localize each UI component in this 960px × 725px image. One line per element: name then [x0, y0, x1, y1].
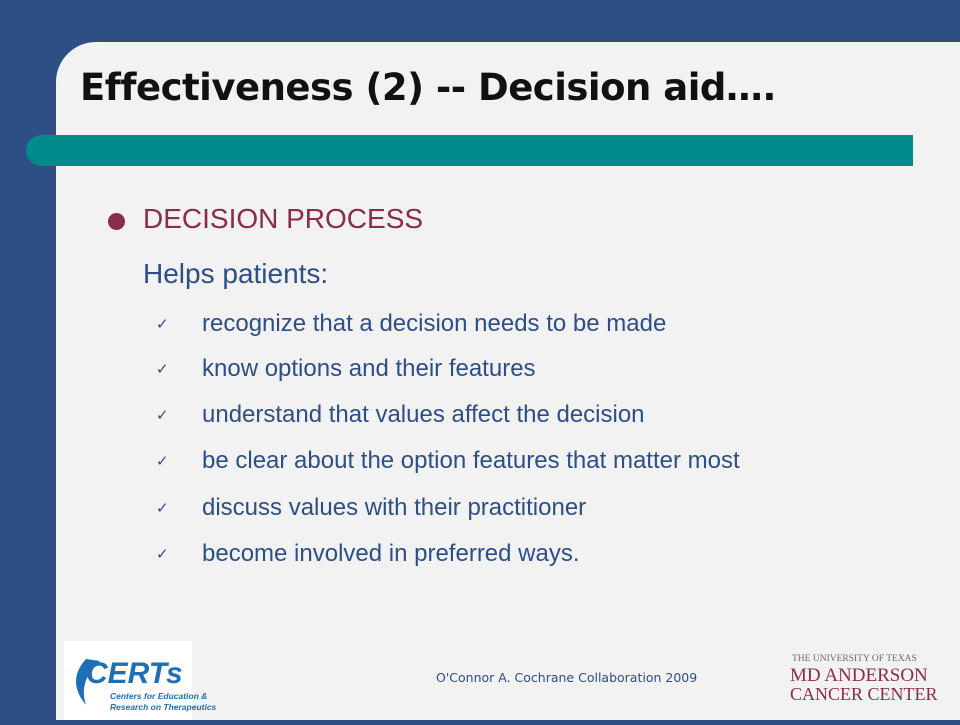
checklist-item-text: understand that values affect the decision — [202, 401, 645, 428]
md-anderson-logo-line3: CANCER CENTER — [790, 684, 938, 704]
checkmark-icon: ✓ — [156, 361, 169, 378]
md-anderson-logo-line2: MD ANDERSON — [790, 665, 928, 686]
section-heading: DECISION PROCESS — [143, 203, 424, 234]
section-subheading: Helps patients: — [143, 258, 329, 289]
footer-citation: O'Connor A. Cochrane Collaboration 2009 — [436, 670, 698, 685]
checklist-item — [156, 349, 536, 389]
title-underline-bar — [26, 135, 913, 166]
md-anderson-logo-line1: THE UNIVERSITY OF TEXAS — [792, 654, 917, 664]
checklist-item — [156, 534, 580, 574]
checkmark-icon: ✓ — [156, 316, 169, 333]
checklist-item-text: recognize that a decision needs to be made — [202, 310, 667, 337]
checklist-item — [156, 395, 645, 435]
certs-logo — [64, 641, 217, 720]
md-anderson-logo — [790, 650, 940, 704]
checklist-item — [156, 304, 666, 344]
checklist-item-text: know options and their features — [202, 355, 536, 382]
certs-logo-wordmark: CERTs — [86, 657, 183, 690]
checklist-item-text: become involved in preferred ways. — [202, 540, 580, 567]
checklist-item — [156, 488, 586, 528]
checkmark-icon: ✓ — [156, 453, 169, 470]
bullet-dot-icon — [108, 213, 125, 230]
certs-logo-line1: Centers for Education & — [110, 691, 208, 701]
certs-logo-line2: Research on Therapeutics — [110, 702, 217, 712]
checklist-item-text: be clear about the option features that matter most — [202, 447, 740, 474]
checkmark-icon: ✓ — [156, 546, 169, 563]
checklist-item-text: discuss values with their practitioner — [202, 494, 587, 521]
checkmark-icon: ✓ — [156, 407, 169, 424]
checklist-item — [156, 441, 740, 481]
checkmark-icon: ✓ — [156, 500, 169, 517]
slide-title: Effectiveness (2) -- Decision aid…. — [80, 66, 776, 109]
